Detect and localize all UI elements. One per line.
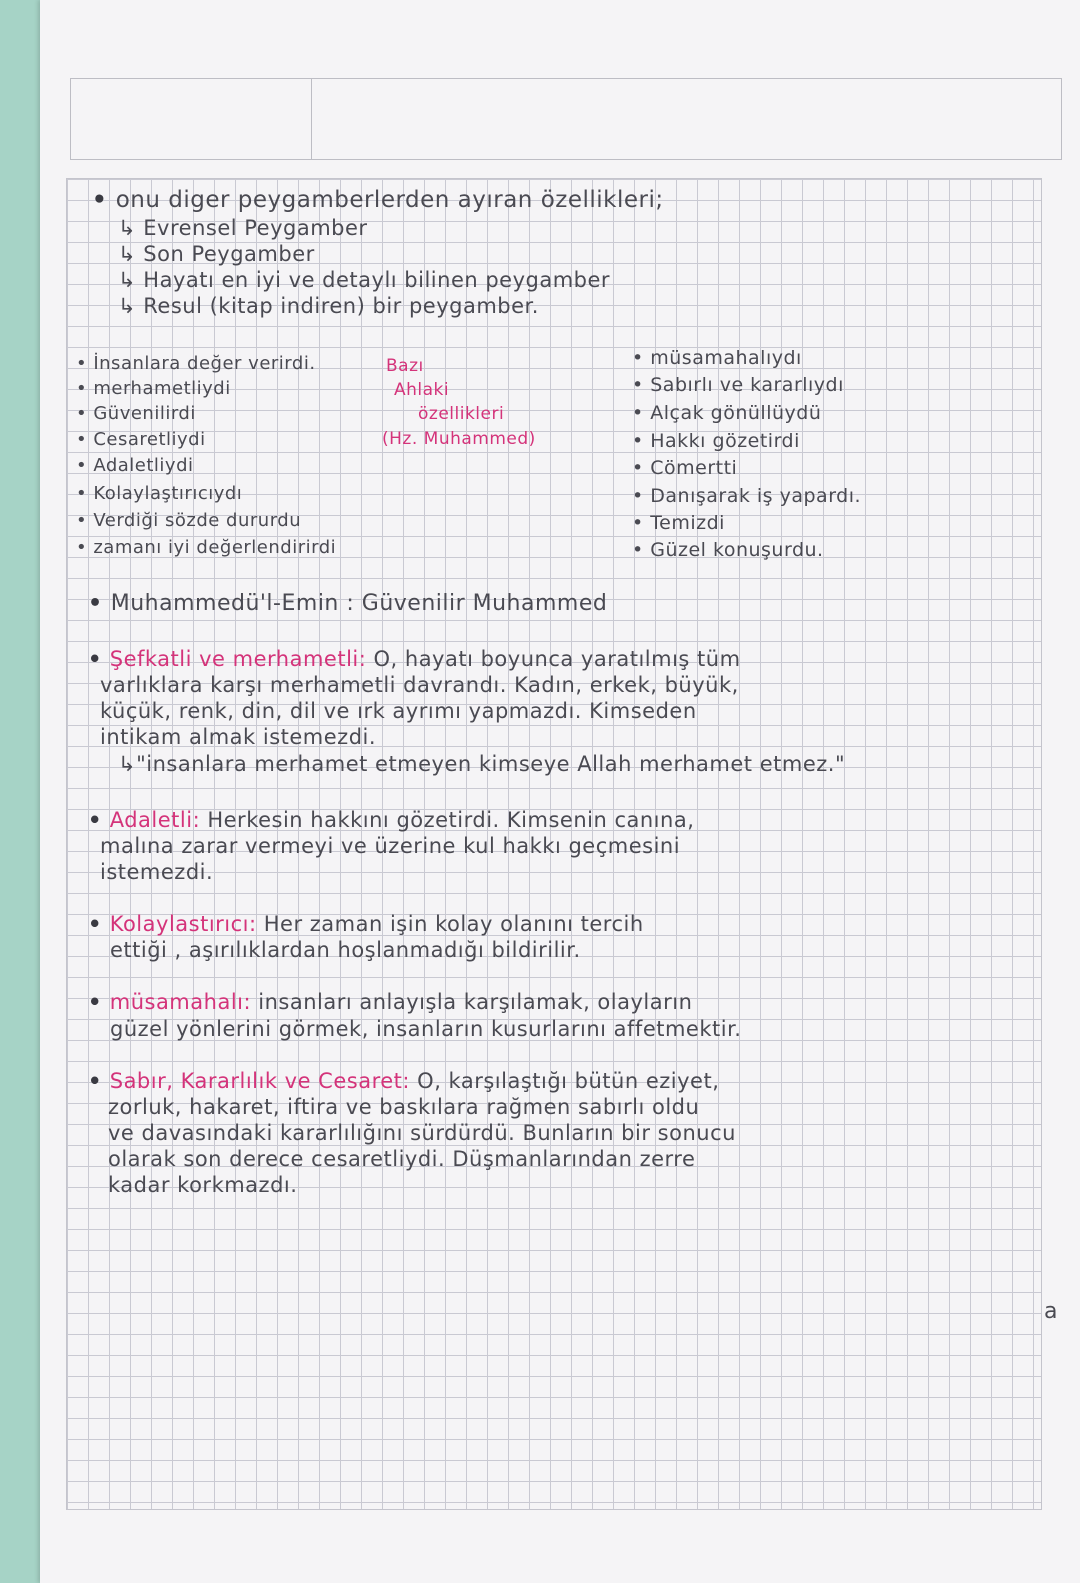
intro-item-text: Hayatı en iyi ve detaylı bilinen peygamber (143, 268, 611, 292)
right-item-text: müsamahalıydı (650, 347, 802, 369)
right-item-text: Temizdi (650, 512, 725, 534)
right-list-item: • Sabırlı ve kararlıydı (632, 374, 844, 396)
sabir-line: ve davasındaki kararlılığını sürdürdü. Bunların bir sonucu (108, 1121, 736, 1145)
intro-item: ↳ Evrensel Peygamber (118, 216, 368, 240)
sefkat-line: varlıklara karşı merhametli davrandı. Kadın, erkek, büyük, (100, 673, 739, 697)
kolay-line-1 (88, 912, 644, 936)
right-item-text: Alçak gönüllüydü (650, 402, 822, 424)
margin-mark: a (1044, 1299, 1058, 1324)
right-item-text: Güzel konuşurdu. (650, 539, 824, 561)
sabir-line: zorluk, hakaret, iftira ve baskılara rağmen sabırlı oldu (108, 1095, 700, 1119)
musamaha-line-1 (88, 990, 692, 1014)
bullet-icon: • (88, 647, 110, 671)
right-list-item: • Alçak gönüllüydü (632, 402, 822, 424)
sabir-line: olarak son derece cesaretliydi. Düşmanlarından zerre (108, 1147, 696, 1171)
sefkat-quote-line: ↳"insanlara merhamet etmeyen kimseye Allah merhamet etmez." (118, 752, 846, 776)
left-list-item: • Güvenilirdi (76, 403, 196, 424)
sabir-line: kadar korkmazdı. (108, 1173, 298, 1197)
bullet-icon: • (88, 808, 110, 832)
bullet-icon: • (88, 591, 111, 616)
center-heading-line: Bazı (386, 356, 424, 376)
bullet-icon: • (92, 187, 116, 213)
sefkat-term: Şefkatli ve merhametli: (109, 647, 367, 671)
right-list-item: • Danışarak iş yapardı. (632, 485, 862, 507)
left-list-item: • Cesaretliydi (76, 429, 206, 450)
left-item-text: Cesaretliydi (93, 429, 206, 450)
right-item-text: Danışarak iş yapardı. (650, 485, 862, 507)
sefkat-text: O, hayatı boyunca yaratılmış tüm (366, 647, 741, 671)
left-list-item: • Verdiği sözde dururdu (76, 510, 302, 531)
left-item-text: zamanı iyi değerlendirirdi (93, 537, 337, 558)
adaletli-line: malına zarar vermeyi ve üzerine kul hakkı geçmesini (100, 834, 681, 858)
intro-item-text: Evrensel Peygamber (143, 216, 368, 240)
sabir-line-1 (88, 1069, 719, 1093)
left-item-text: Kolaylaştırıcıydı (93, 483, 243, 504)
center-heading-line: özellikleri (418, 404, 505, 424)
left-list-item: • İnsanlara değer verirdi. (76, 353, 316, 374)
right-list-item: • Temizdi (632, 512, 725, 534)
left-item-text: Verdiği sözde dururdu (93, 510, 302, 531)
kolay-term: Kolaylastırıcı: (109, 912, 257, 936)
adaletli-term: Adaletli: (109, 808, 201, 832)
intro-item-text: Resul (kitap indiren) bir peygamber. (143, 294, 539, 318)
bullet-icon: • (88, 990, 110, 1014)
intro-item: ↳ Resul (kitap indiren) bir peygamber. (118, 294, 539, 318)
musamaha-text: insanları anlayışla karşılamak, olayların (251, 990, 693, 1014)
adaletli-line-1 (88, 808, 694, 832)
left-item-text: Güvenilirdi (93, 403, 196, 424)
right-list-item: • Cömertti (632, 457, 738, 479)
adaletli-line: istemezdi. (100, 860, 214, 884)
center-heading-line: Ahlaki (394, 380, 450, 400)
intro-item: ↳ Hayatı en iyi ve detaylı bilinen peygamber (118, 268, 611, 292)
left-item-text: İnsanlara değer verirdi. (93, 353, 316, 374)
sefkat-quote: "insanlara merhamet etmeyen kimseye Allah merhamet etmez." (136, 752, 846, 776)
right-list-item: • Hakkı gözetirdi (632, 430, 800, 452)
center-heading-line: (Hz. Muhammed) (382, 429, 536, 449)
sabir-text: O, karşılaştığı bütün eziyet, (409, 1069, 720, 1093)
musamaha-line: güzel yönlerini görmek, insanların kusurlarını affetmektir. (110, 1017, 742, 1041)
kolay-text: Her zaman işin kolay olanını tercih (256, 912, 644, 936)
left-list-item: • merhametliydi (76, 378, 231, 399)
kolay-line: ettiği , aşırılıklardan hoşlanmadığı bildirilir. (110, 938, 581, 962)
sabir-term: Sabır, Kararlılık ve Cesaret: (109, 1069, 410, 1093)
right-list-item: • Güzel konuşurdu. (632, 539, 824, 561)
right-item-text: Cömertti (650, 457, 738, 479)
emin-text: Muhammedü'l-Emin : Güvenilir Muhammed (110, 591, 608, 616)
adaletli-text: Herkesin hakkını gözetirdi. Kimsenin canına, (200, 808, 695, 832)
notebook-edge (0, 0, 44, 1583)
intro-title-line (92, 188, 664, 212)
intro-item: ↳ Son Peygamber (118, 242, 315, 266)
sefkat-line: intikam almak istemezdi. (100, 725, 377, 749)
intro-title: onu diger peygamberlerden ayıran özellikleri; (115, 187, 664, 213)
header-divider (311, 79, 312, 159)
musamaha-term: müsamahalı: (109, 990, 252, 1014)
header-box (70, 78, 1062, 160)
right-item-text: Hakkı gözetirdi (650, 430, 800, 452)
emin-line (88, 592, 607, 616)
left-item-text: merhametliydi (93, 378, 231, 399)
right-item-text: Sabırlı ve kararlıydı (650, 374, 844, 396)
intro-item-text: Son Peygamber (143, 242, 315, 266)
left-list-item: • zamanı iyi değerlendirirdi (76, 537, 337, 558)
bullet-icon: • (88, 912, 110, 936)
sefkat-line: küçük, renk, din, dil ve ırk ayrımı yapmazdı. Kimseden (100, 699, 697, 723)
left-list-item: • Adaletliydi (76, 455, 194, 476)
left-list-item: • Kolaylaştırıcıydı (76, 483, 243, 504)
left-item-text: Adaletliydi (93, 455, 194, 476)
bullet-icon: • (88, 1069, 110, 1093)
sefkat-line-1 (88, 647, 741, 671)
right-list-item: • müsamahalıydı (632, 347, 802, 369)
